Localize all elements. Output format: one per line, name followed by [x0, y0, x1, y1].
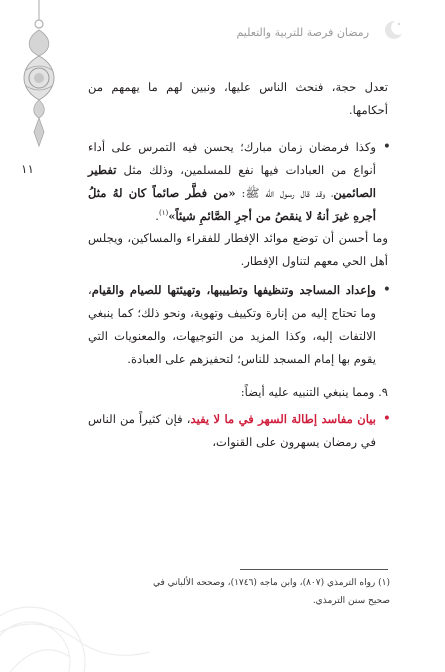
page-number: ١١ — [21, 162, 34, 176]
footnote — [88, 574, 390, 610]
p6-text: ، فإن كثيراً من الناس في رمضان يسهرون على القنوات، — [88, 411, 376, 449]
footnote-line-2: صحيح سنن الترمذي. — [312, 596, 390, 606]
paragraph-late-nights — [88, 408, 391, 454]
hanging-lantern-ornament-icon — [12, 0, 66, 150]
bullet-icon: • — [382, 410, 391, 427]
numbered-item-9: ٩. ومما ينبغي التنبيه عليه أيضاً: — [240, 384, 388, 399]
bullet-icon: • — [382, 282, 391, 299]
paragraph-continuation: تعدل حجة، فنحث الناس عليها، ونبين لهم ما يهمهم من أحكامها. — [88, 80, 388, 117]
p2-text: وكذا فرمضان زمان مبارك؛ يحسن فيه التمرس على أداء أنواع من العبادات فيها نفع للمسلمين، وذلك مثل — [88, 139, 376, 177]
p2-mid-text: ، وقد قال رسول الله ﷺ: — [235, 185, 334, 200]
bullet-icon: • — [382, 138, 391, 155]
p4-text: ، وما تحتاج إليه من إنارة وتكييف وتهوية، ونحو ذلك؛ كما ينبغي الالتفات إليه، وكذا المزيد من التوجيهات، والمعنويات التي يقوم بها إمام المسجد للناس؛ لتحفيزهم على العبادة. — [88, 283, 376, 366]
floral-corner-ornament-icon — [0, 552, 160, 672]
footnote-divider — [240, 569, 388, 570]
paragraph-mosques — [88, 279, 391, 371]
footnote-reference[interactable]: (١) — [158, 208, 169, 217]
paragraph-iftar-tables: وما أحسن أن توضع موائد الإفطار للفقراء والمساكين، ويجلس أهل الحي معهم لتناول الإفطار. — [88, 231, 388, 269]
footnote-line-1: (١) رواه الترمذي (٨٠٧)، وابن ماجه (١٧٤٦)، وصححه الألباني في — [153, 578, 390, 588]
p4-bold-heading: وإعداد المساجد وتنظيفها وتطييبها، وتهيئتها للصيام والقيام — [91, 283, 376, 298]
running-header: رمضان فرصة للتربية والتعليم — [236, 26, 369, 39]
main-text — [88, 76, 391, 454]
p2-bold-term: تفطير الصائمين — [88, 162, 376, 200]
crescent-moon-icon — [381, 18, 405, 42]
p6-red-heading: بيان مفاسد إطالة السهر في ما لا يفيد — [190, 411, 376, 426]
hadith-quote: «من فطَّر صائماً كان لهُ مثلُ أجرهِ غيرَ أنهُ لا ينقصُ من أجرِ الصَّائمِ شيئاً» — [88, 185, 376, 223]
p2-end: . — [155, 208, 159, 223]
paragraph-iftar — [88, 136, 391, 228]
